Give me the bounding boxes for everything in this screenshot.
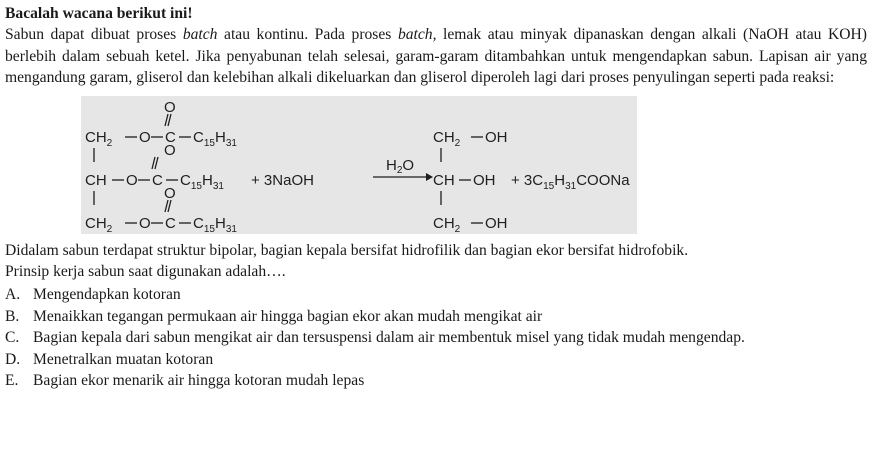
option-text: Mengendapkan kotoran — [33, 286, 181, 304]
ch2-label: CH — [85, 128, 107, 146]
passage-emphasis-batch-2: batch, — [397, 26, 437, 44]
option-b[interactable] — [5, 306, 867, 327]
svg-text:CH2 — [433, 215, 461, 234]
passage-text-1: Sabun dapat dibuat proses — [5, 26, 183, 44]
glycerol-ch2-3: CH — [433, 214, 455, 232]
option-letter: E. — [5, 372, 19, 390]
ester-oxygen-3: O — [139, 214, 151, 232]
sub-2: 2 — [454, 137, 461, 149]
passage-text-3: lemak atau minyak dipanaskan dengan alkali (NaOH atau KOH) berlebih dalam sebuah ketel. Jika penyabunan telah selesai, garam-garam ditambahkan untuk mengendapkan sabun. Lapisan air yang mengandung garam, gliserol dan kelebihan alkali dikeluarkan dan gliserol diperoleh lagi dari proses penyulingan seperti pada reaksi: — [5, 26, 868, 87]
option-c[interactable] — [5, 327, 867, 348]
carbonyl-carbon-3: C — [165, 214, 176, 232]
glycerol-oh-2: OH — [473, 171, 496, 189]
condition-sub: 2 — [396, 164, 403, 176]
instruction-title: Bacalah wacana berikut ini! — [5, 5, 193, 22]
glycerol-oh-1: OH — [485, 128, 508, 146]
svg-text:C15H31 — [193, 129, 237, 149]
chain-hydrogen-2: H — [201, 171, 213, 189]
ester-oxygen-1: O — [139, 128, 151, 146]
ester-oxygen-2: O — [126, 171, 138, 189]
soap-h: H — [554, 171, 566, 189]
option-text: Menaikkan tegangan permukaan air hingga bagian ekor akan mudah mengikat air — [33, 307, 543, 325]
question-statement: Didalam sabun terdapat struktur bipolar, bagian kepala bersifat hidrofilik dan bagian ekor bersifat hidrofobik. — [5, 241, 689, 259]
svg-text:CH2 — [85, 215, 113, 234]
sub-2: 2 — [106, 137, 113, 149]
glycerol-ch2-1: CH — [433, 128, 455, 146]
sub-15: 15 — [203, 223, 215, 234]
ch2-label-3: CH — [85, 214, 107, 232]
chain-hydrogen-3: H — [214, 214, 226, 232]
svg-text:CH2 — [85, 129, 113, 149]
option-text: Bagian kepala dari sabun mengikat air dan tersuspensi dalam air membentuk misel yang tidak mudah mengendap. — [33, 329, 745, 347]
carbonyl-oxygen-top: O — [164, 141, 176, 159]
svg-text:C15H31 — [180, 172, 224, 192]
option-letter: A. — [5, 286, 21, 304]
carbonyl-bond-2b — [155, 157, 158, 169]
chain-carbon-2: C — [180, 171, 191, 189]
sub-15: 15 — [543, 180, 555, 192]
option-letter: B. — [5, 307, 20, 325]
condition-h: H — [386, 156, 397, 174]
svg-text:CH2 — [433, 129, 461, 149]
option-letter: C. — [5, 329, 20, 347]
passage-paragraph — [5, 24, 867, 88]
option-letter: D. — [5, 350, 21, 368]
condition-o: O — [402, 156, 415, 174]
glycerol-oh-3: OH — [485, 214, 508, 232]
option-d[interactable] — [5, 349, 867, 370]
soap-plus-3c: + 3C — [511, 171, 544, 189]
chain-carbon-3: C — [193, 214, 204, 232]
sub-15: 15 — [190, 180, 202, 192]
option-text: Menetralkan muatan kotoran — [33, 350, 214, 368]
sub-31: 31 — [212, 180, 224, 192]
svg-text:C15H31 — [193, 215, 237, 234]
carbonyl-carbon-2: C — [152, 171, 163, 189]
chain-carbon-1: C — [193, 128, 204, 146]
sub-2: 2 — [106, 223, 113, 234]
arrow-head-icon — [426, 173, 433, 181]
sub-31: 31 — [565, 180, 577, 192]
carbonyl-oxygen-1: O — [164, 98, 176, 116]
saponification-reaction — [81, 96, 637, 234]
sub-2: 2 — [454, 223, 461, 234]
option-a[interactable] — [5, 284, 867, 305]
chain-hydrogen-1: H — [214, 128, 226, 146]
sub-31: 31 — [225, 223, 237, 234]
carbonyl-carbon-1: C — [165, 128, 176, 146]
passage-emphasis-batch: batch — [182, 26, 218, 44]
answer-options — [5, 284, 867, 391]
ch-label: CH — [85, 171, 107, 189]
carbonyl-bond-2a — [152, 157, 155, 169]
svg-text:+ 3C15H31COONa — [511, 172, 630, 192]
sub-31: 31 — [225, 137, 237, 149]
carbonyl-oxygen-3: O — [164, 184, 176, 202]
bond-lines — [94, 114, 483, 223]
question-document — [5, 3, 867, 391]
option-e[interactable] — [5, 370, 867, 391]
soap-coona: COONa — [576, 171, 630, 189]
naoh-reagent: + 3NaOH — [251, 171, 314, 189]
svg-text:H2O — [386, 157, 414, 176]
passage-text-2: atau kontinu. Pada proses — [217, 26, 398, 44]
reaction-diagram — [81, 96, 637, 234]
option-text: Bagian ekor menarik air hingga kotoran mudah lepas — [33, 372, 365, 390]
glycerol-ch: CH — [433, 171, 455, 189]
question-prompt: Prinsip kerja sabun saat digunakan adalah…. — [5, 263, 286, 281]
sub-15: 15 — [203, 137, 215, 149]
